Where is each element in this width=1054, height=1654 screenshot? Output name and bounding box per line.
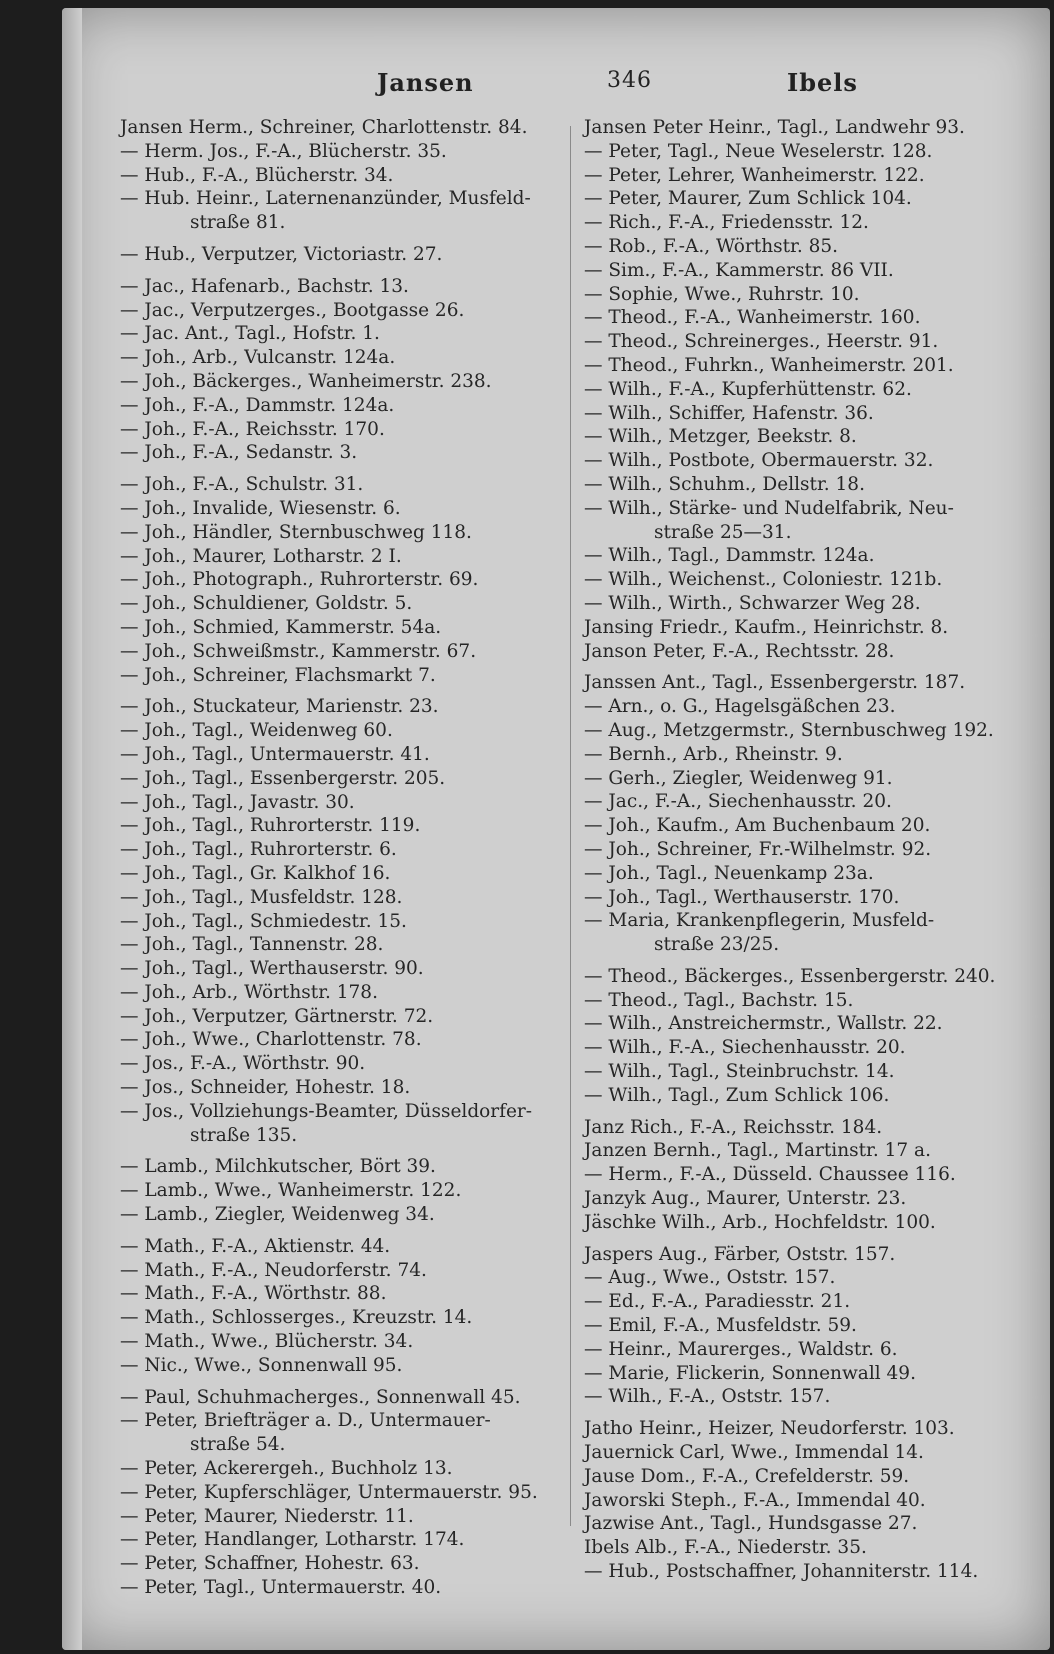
directory-entry: — Wilh., Weichenst., Coloniestr. 121b. xyxy=(584,569,943,591)
page-gutter xyxy=(62,8,82,1650)
directory-entry: — Lamb., Milchkutscher, Bört 39. xyxy=(120,1156,436,1178)
directory-entry: — Joh., Tagl., Schmiedestr. 15. xyxy=(120,910,407,932)
directory-entry: — Joh., Tagl., Ruhrorterstr. 6. xyxy=(120,839,397,861)
directory-entry: — Hub., Verputzer, Victoriastr. 27. xyxy=(120,243,443,265)
directory-entry: — Gerh., Ziegler, Weidenweg 91. xyxy=(584,767,893,789)
directory-entry: — Joh., Tagl., Weidenweg 60. xyxy=(120,720,393,742)
directory-entry: Jauernick Carl, Wwe., Immendal 14. xyxy=(584,1442,924,1464)
directory-entry: — Wilh., F.-A., Oststr. 157. xyxy=(584,1386,831,1408)
directory-entry: — Theod., F.-A., Wanheimerstr. 160. xyxy=(584,307,921,329)
directory-entry: — Joh., Schweißmstr., Kammerstr. 67. xyxy=(120,640,477,662)
directory-entry: Jansing Friedr., Kaufm., Heinrichstr. 8. xyxy=(584,616,949,638)
directory-entry: — Peter, Maurer, Niederstr. 11. xyxy=(120,1505,414,1527)
directory-entry: — Peter, Schaffner, Hohestr. 63. xyxy=(120,1553,420,1575)
directory-entry: — Math., F.-A., Neudorferstr. 74. xyxy=(120,1259,427,1281)
directory-entry: — Wilh., Schuhm., Dellstr. 18. xyxy=(584,473,865,495)
directory-entry: — Wilh., Tagl., Zum Schlick 106. xyxy=(584,1084,890,1106)
directory-entry: — Joh., Schmied, Kammerstr. 54a. xyxy=(120,616,442,638)
directory-entry: — Wilh., Wirth., Schwarzer Weg 28. xyxy=(584,592,921,614)
directory-entry: — Heinr., Maurerges., Waldstr. 6. xyxy=(584,1338,898,1360)
directory-entry: — Theod., Fuhrkn., Wanheimerstr. 201. xyxy=(584,354,954,376)
directory-entry: — Joh., Tagl., Untermauerstr. 41. xyxy=(120,743,430,765)
directory-entry: — Joh., Maurer, Lotharstr. 2 I. xyxy=(120,545,402,567)
directory-entry: — Nic., Wwe., Sonnenwall 95. xyxy=(120,1354,403,1376)
directory-entry: Janzen Bernh., Tagl., Martinstr. 17 a. xyxy=(584,1140,931,1162)
directory-entry: — Wilh., F.-A., Kupferhüttenstr. 62. xyxy=(584,378,912,400)
directory-entry: — Peter, Maurer, Zum Schlick 104. xyxy=(584,188,912,210)
directory-entry: — Joh., F.-A., Dammstr. 124a. xyxy=(120,394,395,416)
directory-entry: — Rich., F.-A., Friedensstr. 12. xyxy=(584,212,869,234)
directory-entry: Jaworski Steph., F.-A., Immendal 40. xyxy=(584,1489,926,1511)
directory-entry: — Wilh., Schiffer, Hafenstr. 36. xyxy=(584,402,874,424)
header-left-keyword: Jansen xyxy=(377,68,474,97)
directory-entry: — Aug., Metzgermstr., Sternbuschweg 192. xyxy=(584,719,994,741)
directory-entry: — Lamb., Wwe., Wanheimerstr. 122. xyxy=(120,1180,462,1202)
directory-entry: — Lamb., Ziegler, Weidenweg 34. xyxy=(120,1204,435,1226)
directory-entry: Janz Rich., F.-A., Reichsstr. 184. xyxy=(584,1116,883,1138)
header-right-keyword: Ibels xyxy=(787,68,858,97)
directory-entry: — Math., Wwe., Blücherstr. 34. xyxy=(120,1331,414,1353)
directory-entry: — Joh., Händler, Sternbuschweg 118. xyxy=(120,521,472,543)
directory-entry-continuation: straße 23/25. xyxy=(654,934,780,956)
directory-entry: — Peter, Kupferschläger, Untermauerstr. 95. xyxy=(120,1481,538,1503)
directory-entry: — Joh., Tagl., Neuenkamp 23a. xyxy=(584,862,874,884)
directory-entry: — Peter, Handlanger, Lotharstr. 174. xyxy=(120,1529,465,1551)
directory-entry: — Emil, F.-A., Musfeldstr. 59. xyxy=(584,1315,857,1337)
directory-entry: — Joh., Kaufm., Am Buchenbaum 20. xyxy=(584,815,931,837)
directory-entry: Jatho Heinr., Heizer, Neudorferstr. 103. xyxy=(584,1418,955,1440)
directory-entry: — Rob., F.-A., Wörthstr. 85. xyxy=(584,235,839,257)
directory-entry: — Hub., Postschaffner, Johanniterstr. 114. xyxy=(584,1561,979,1583)
directory-entry: — Ed., F.-A., Paradiesstr. 21. xyxy=(584,1291,851,1313)
directory-entry: Jazwise Ant., Tagl., Hundsgasse 27. xyxy=(584,1513,918,1535)
directory-entry: Ibels Alb., F.-A., Niederstr. 35. xyxy=(584,1537,867,1559)
directory-entry: — Joh., Invalide, Wiesenstr. 6. xyxy=(120,497,401,519)
book-page xyxy=(62,8,1050,1650)
directory-entry: — Joh., Tagl., Musfeldstr. 128. xyxy=(120,886,403,908)
directory-entry: — Theod., Tagl., Bachstr. 15. xyxy=(584,989,854,1011)
directory-entry: — Maria, Krankenpflegerin, Musfeld- xyxy=(584,910,935,932)
directory-entry: — Peter, Tagl., Untermauerstr. 40. xyxy=(120,1577,442,1599)
directory-entry: — Joh., Wwe., Charlottenstr. 78. xyxy=(120,1029,422,1051)
directory-entry: — Jos., Schneider, Hohestr. 18. xyxy=(120,1077,411,1099)
directory-entry: — Joh., Bäckerges., Wanheimerstr. 238. xyxy=(120,370,492,392)
directory-entry: — Peter, Lehrer, Wanheimerstr. 122. xyxy=(584,164,925,186)
directory-entry: Jause Dom., F.-A., Crefelderstr. 59. xyxy=(584,1465,910,1487)
directory-entry: Jaspers Aug., Färber, Oststr. 157. xyxy=(584,1243,896,1265)
directory-entry: — Jac., Verputzerges., Bootgasse 26. xyxy=(120,299,465,321)
directory-entry: — Herm., F.-A., Düsseld. Chaussee 116. xyxy=(584,1164,956,1186)
directory-entry: — Joh., F.-A., Reichsstr. 170. xyxy=(120,418,385,440)
directory-entry: — Hub., F.-A., Blücherstr. 34. xyxy=(120,164,394,186)
directory-entry-continuation: straße 54. xyxy=(190,1434,286,1456)
directory-entry: — Joh., F.-A., Sedanstr. 3. xyxy=(120,442,358,464)
directory-entry: — Joh., F.-A., Schulstr. 31. xyxy=(120,474,364,496)
directory-entry: — Joh., Tagl., Gr. Kalkhof 16. xyxy=(120,862,391,884)
directory-entry: — Joh., Tagl., Ruhrorterstr. 119. xyxy=(120,815,421,837)
directory-entry: Janzyk Aug., Maurer, Unterstr. 23. xyxy=(584,1188,907,1210)
directory-entry: Janson Peter, F.-A., Rechtsstr. 28. xyxy=(584,640,895,662)
left-column xyxy=(120,116,608,1600)
directory-entry: — Wilh., Metzger, Beekstr. 8. xyxy=(584,426,857,448)
directory-entry: Jäschke Wilh., Arb., Hochfeldstr. 100. xyxy=(584,1211,936,1233)
directory-entry: — Bernh., Arb., Rheinstr. 9. xyxy=(584,743,843,765)
directory-entry: — Hub. Heinr., Laternenanzünder, Musfeld- xyxy=(120,188,531,210)
directory-entry: — Jos., F.-A., Wörthstr. 90. xyxy=(120,1053,366,1075)
directory-entry: — Joh., Tagl., Werthauserstr. 90. xyxy=(120,958,424,980)
directory-entry: — Theod., Bäckerges., Essenbergerstr. 240. xyxy=(584,965,996,987)
directory-entry: — Peter, Briefträger a. D., Untermauer- xyxy=(120,1410,491,1432)
directory-entry: Janssen Ant., Tagl., Essenbergerstr. 187. xyxy=(584,672,966,694)
directory-entry: — Peter, Ackerergeh., Buchholz 13. xyxy=(120,1458,453,1480)
directory-entry: — Math., F.-A., Aktienstr. 44. xyxy=(120,1235,391,1257)
directory-entry: — Joh., Schreiner, Flachsmarkt 7. xyxy=(120,664,436,686)
directory-entry: — Joh., Tagl., Werthauserstr. 170. xyxy=(584,886,900,908)
directory-entry: — Wilh., F.-A., Siechenhausstr. 20. xyxy=(584,1037,906,1059)
directory-entry: — Joh., Tagl., Tannenstr. 28. xyxy=(120,934,384,956)
directory-entry: — Theod., Schreinerges., Heerstr. 91. xyxy=(584,331,939,353)
directory-entry: — Joh., Verputzer, Gärtnerstr. 72. xyxy=(120,1005,434,1027)
directory-entry: — Wilh., Tagl., Steinbruchstr. 14. xyxy=(584,1061,895,1083)
directory-entry: — Sophie, Wwe., Ruhrstr. 10. xyxy=(584,283,860,305)
page-header xyxy=(122,68,1020,104)
directory-entry: — Aug., Wwe., Oststr. 157. xyxy=(584,1267,836,1289)
page-number: 346 xyxy=(607,68,652,93)
directory-entry-continuation: straße 135. xyxy=(190,1124,298,1146)
directory-entry: — Joh., Tagl., Javastr. 30. xyxy=(120,791,355,813)
directory-entry: Jansen Peter Heinr., Tagl., Landwehr 93. xyxy=(584,117,965,138)
directory-entry: Jansen Herm., Schreiner, Charlottenstr. 84. xyxy=(120,117,528,138)
directory-entry: — Math., F.-A., Wörthstr. 88. xyxy=(120,1283,387,1305)
directory-entry: — Peter, Tagl., Neue Weselerstr. 128. xyxy=(584,140,933,162)
directory-entry-continuation: straße 25—31. xyxy=(654,521,792,543)
directory-entry: — Jac. Ant., Tagl., Hofstr. 1. xyxy=(120,323,380,345)
column-divider xyxy=(570,126,571,1526)
directory-entry: — Wilh., Tagl., Dammstr. 124a. xyxy=(584,545,875,567)
directory-entry: — Wilh., Postbote, Obermauerstr. 32. xyxy=(584,450,934,472)
directory-entry: — Marie, Flickerin, Sonnenwall 49. xyxy=(584,1362,916,1384)
directory-entry: — Herm. Jos., F.-A., Blücherstr. 35. xyxy=(120,140,447,162)
directory-entry: — Jac., F.-A., Siechenhausstr. 20. xyxy=(584,791,892,813)
directory-entry: — Math., Schlosserges., Kreuzstr. 14. xyxy=(120,1307,473,1329)
directory-entry: — Joh., Arb., Wörthstr. 178. xyxy=(120,981,378,1003)
directory-entry: — Sim., F.-A., Kammerstr. 86 VII. xyxy=(584,259,894,281)
directory-entry: — Joh., Schreiner, Fr.-Wilhelmstr. 92. xyxy=(584,838,932,860)
directory-entry: — Joh., Tagl., Essenbergerstr. 205. xyxy=(120,767,446,789)
directory-entry: — Jac., Hafenarb., Bachstr. 13. xyxy=(120,275,409,297)
directory-entry: — Joh., Photograph., Ruhrorterstr. 69. xyxy=(120,569,479,591)
directory-entry: — Jos., Vollziehungs-Beamter, Düsseldorfer- xyxy=(120,1100,533,1122)
directory-entry: — Wilh., Anstreichermstr., Wallstr. 22. xyxy=(584,1013,943,1035)
directory-entry: — Joh., Stuckateur, Marienstr. 23. xyxy=(120,696,439,718)
directory-entry: — Arn., o. G., Hagelsgäßchen 23. xyxy=(584,696,896,718)
directory-entry: — Paul, Schuhmacherges., Sonnenwall 45. xyxy=(120,1386,521,1408)
directory-entry: — Wilh., Stärke- und Nudelfabrik, Neu- xyxy=(584,497,954,519)
directory-entry: — Joh., Arb., Vulcanstr. 124a. xyxy=(120,347,396,369)
directory-entry-continuation: straße 81. xyxy=(190,212,286,234)
directory-entry: — Joh., Schuldiener, Goldstr. 5. xyxy=(120,593,413,615)
right-column xyxy=(584,116,1024,1584)
